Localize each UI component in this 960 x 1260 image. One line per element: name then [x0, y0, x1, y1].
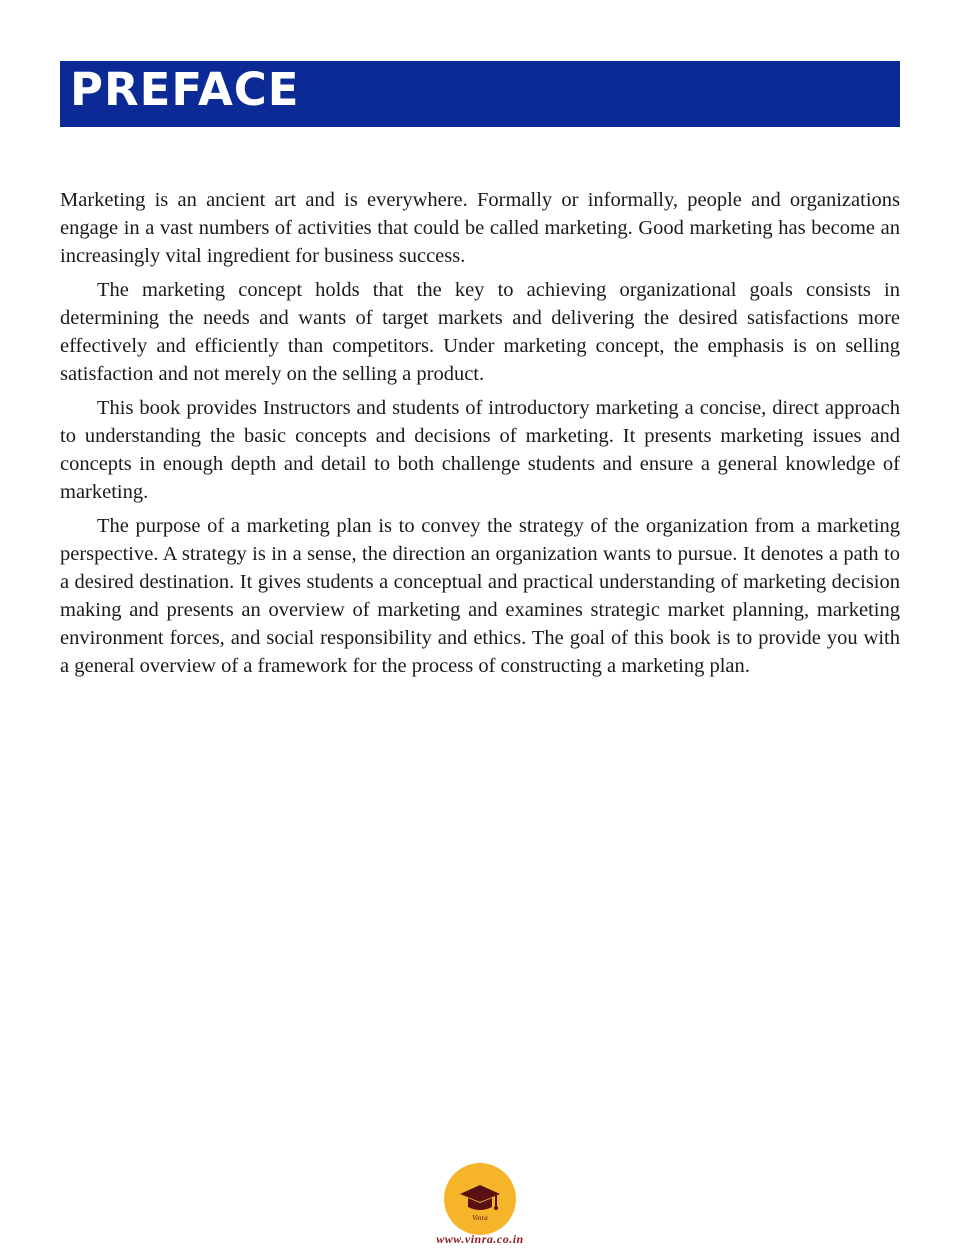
paragraph-4: The purpose of a marketing plan is to convey the strategy of the organization from a marketing perspective. A strategy is in a sense, the direction an organization wants to pursue. It denotes a path to a desired destination. It gives students a conceptual and practical understanding of marketing decision making and presents an overview of marketing and examines strategic market planning, marketing environment forces, and social responsibility and ethics. The goal of this book is to provide you with a general overview of a framework for the process of constructing a marketing plan.: [60, 515, 900, 677]
page-title: PREFACE: [70, 63, 300, 116]
preface-body: [60, 186, 900, 686]
website-url[interactable]: www.vinra.co.in: [436, 1232, 524, 1246]
title-bar: [60, 61, 900, 127]
paragraph-3: This book provides Instructors and students of introductory marketing a concise, direct approach to understanding the basic concepts and decisions of marketing. It presents marketing issues and concepts in enough depth and detail to both challenge students and ensure a general knowledge of marketing.: [60, 397, 900, 503]
paragraph-1: Marketing is an ancient art and is everywhere. Formally or informally, people and organizations engage in a vast numbers of activities that could be called marketing. Good marketing has become an increasingly vital ingredient for business success.: [60, 189, 900, 267]
svg-text:Vinra: Vinra: [472, 1214, 488, 1222]
paragraph-2: The marketing concept holds that the key to achieving organizational goals consists in determining the needs and wants of target markets and delivering the desired satisfactions more effectively and efficiently than competitors. Under marketing concept, the emphasis is on selling satisfaction and not merely on the selling a product.: [60, 279, 900, 385]
publisher-logo: [444, 1163, 516, 1235]
graduation-cap-icon: [444, 1163, 516, 1235]
